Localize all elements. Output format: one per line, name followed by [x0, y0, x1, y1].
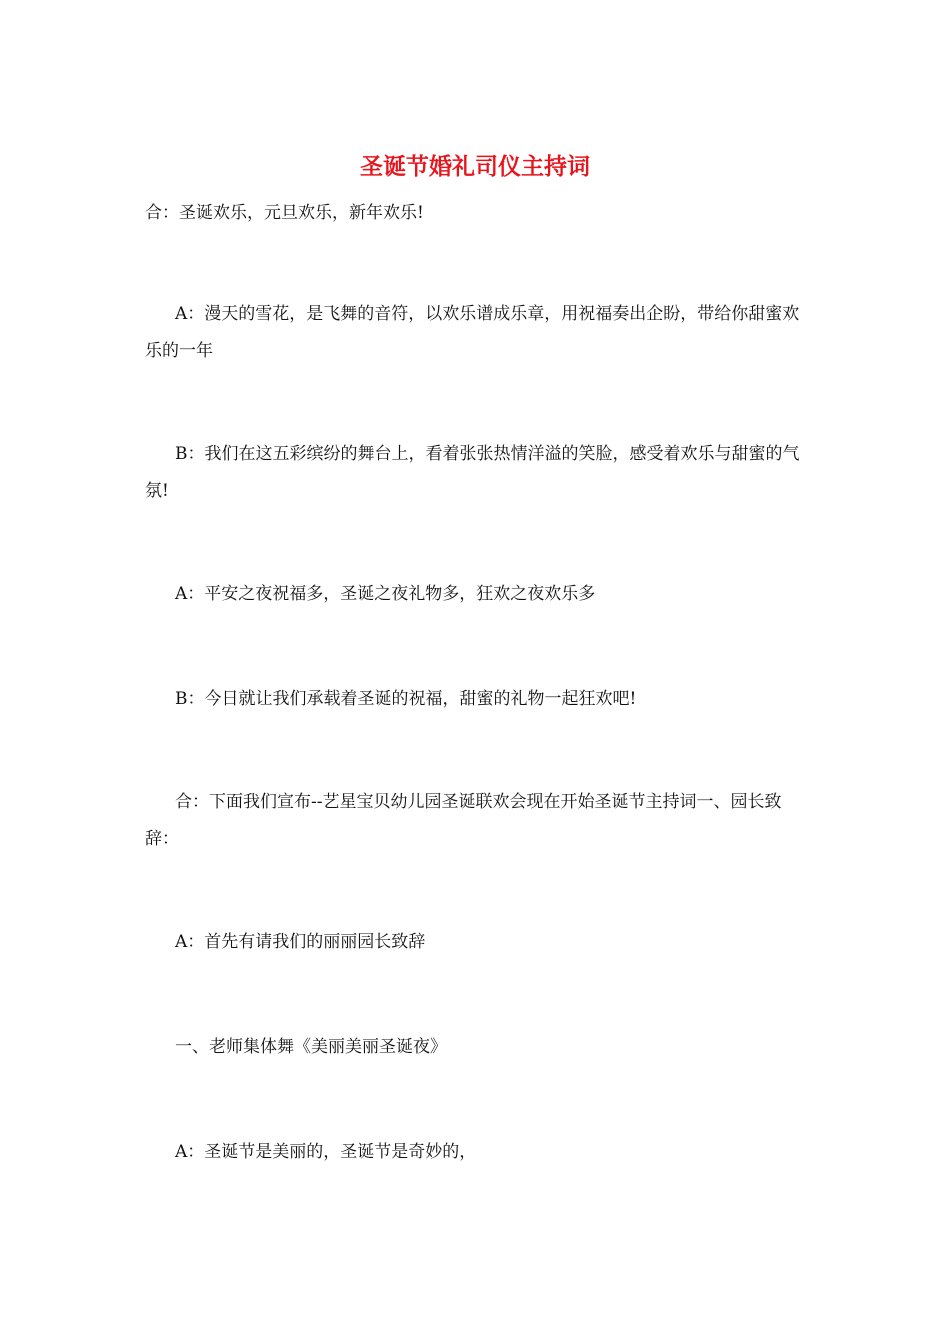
document-title: 圣诞节婚礼司仪主持词	[360, 153, 590, 180]
paragraph-b-celebrate: B：今日就让我们承载着圣诞的祝福，甜蜜的礼物一起狂欢吧!	[175, 689, 637, 709]
paragraph-a-silent-night: A：平安之夜祝福多，圣诞之夜礼物多，狂欢之夜欢乐多	[175, 584, 596, 604]
paragraph-teacher-dance: 一、老师集体舞《美丽美丽圣诞夜》	[175, 1037, 447, 1057]
paragraph-a-snowflakes: A：漫天的雪花，是飞舞的音符，以欢乐谱成乐章，用祝福奏出企盼，带给你甜蜜欢乐的一年	[145, 304, 800, 361]
paragraph-a-principal-speech: A：首先有请我们的丽丽园长致辞	[175, 932, 426, 952]
paragraph-chorus-announce: 合：下面我们宣布--艺星宝贝幼儿园圣诞联欢会现在开始圣诞节主持词一、园长致辞：	[145, 792, 782, 849]
paragraph-b-stage: B：我们在这五彩缤纷的舞台上，看着张张热情洋溢的笑脸，感受着欢乐与甜蜜的气氛!	[145, 444, 800, 501]
paragraph-a-christmas-beautiful: A：圣诞节是美丽的，圣诞节是奇妙的，	[175, 1142, 477, 1162]
paragraph-chorus-opening: 合：圣诞欢乐，元旦欢乐，新年欢乐!	[145, 203, 424, 223]
